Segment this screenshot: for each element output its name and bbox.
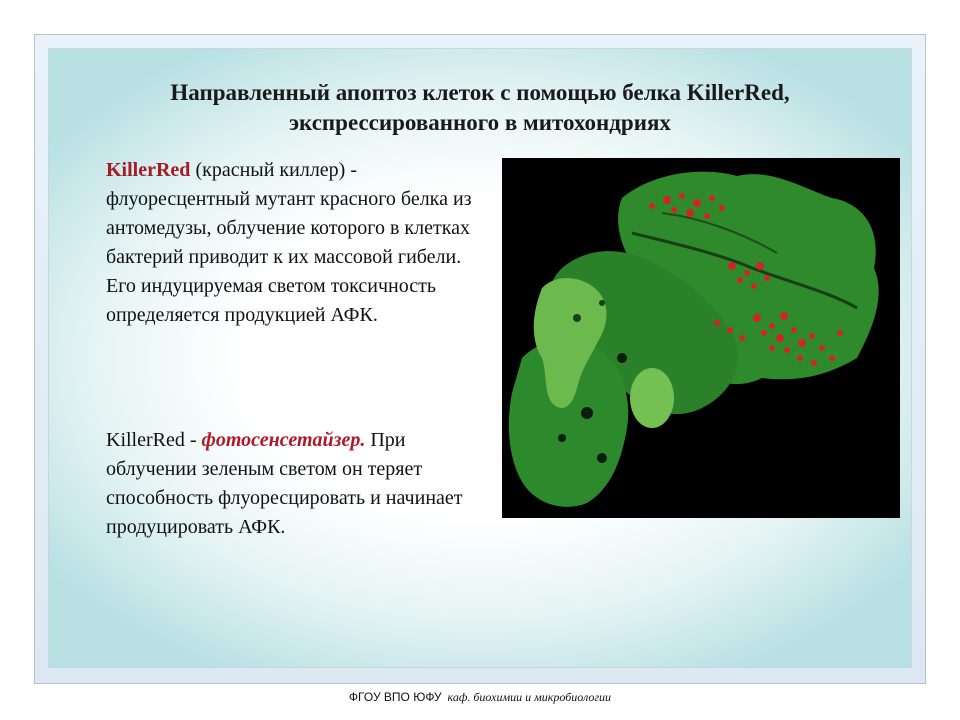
cell-light-tip bbox=[630, 368, 674, 428]
paragraph-1-text: (красный киллер) - флуоресцентный мутант красного белка из антомедузы, облучение которого в клетках бактерий приводит к их массовой гибели. Его индуцируемая светом токсичность определяется продукцией АФК. bbox=[106, 159, 472, 326]
paragraph-2-text: При облучении зеленым светом он теряет способность флуоресцировать и начинает продуцировать АФК. bbox=[106, 429, 463, 538]
fluorescence-micrograph bbox=[502, 158, 900, 518]
title-line-2: экспрессированного в митохондриях bbox=[289, 110, 671, 135]
paragraph-2-lead: KillerRed - bbox=[106, 429, 202, 451]
footer-department: каф. биохимии и микробиологии bbox=[447, 690, 612, 704]
footer-organization: ФГОУ ВПО ЮФУ bbox=[348, 690, 442, 704]
paragraph-killerred-definition bbox=[106, 156, 478, 330]
term-killerred: KillerRed bbox=[106, 159, 191, 181]
title-line-1: Направленный апоптоз клеток с помощью белка KillerRed, bbox=[170, 80, 790, 105]
term-photosensitizer: фотосенсетайзер. bbox=[201, 429, 366, 451]
micrograph-drawing bbox=[502, 158, 900, 518]
footer bbox=[0, 690, 960, 705]
paragraph-photosensitizer bbox=[106, 426, 478, 542]
slide-title bbox=[60, 78, 900, 138]
